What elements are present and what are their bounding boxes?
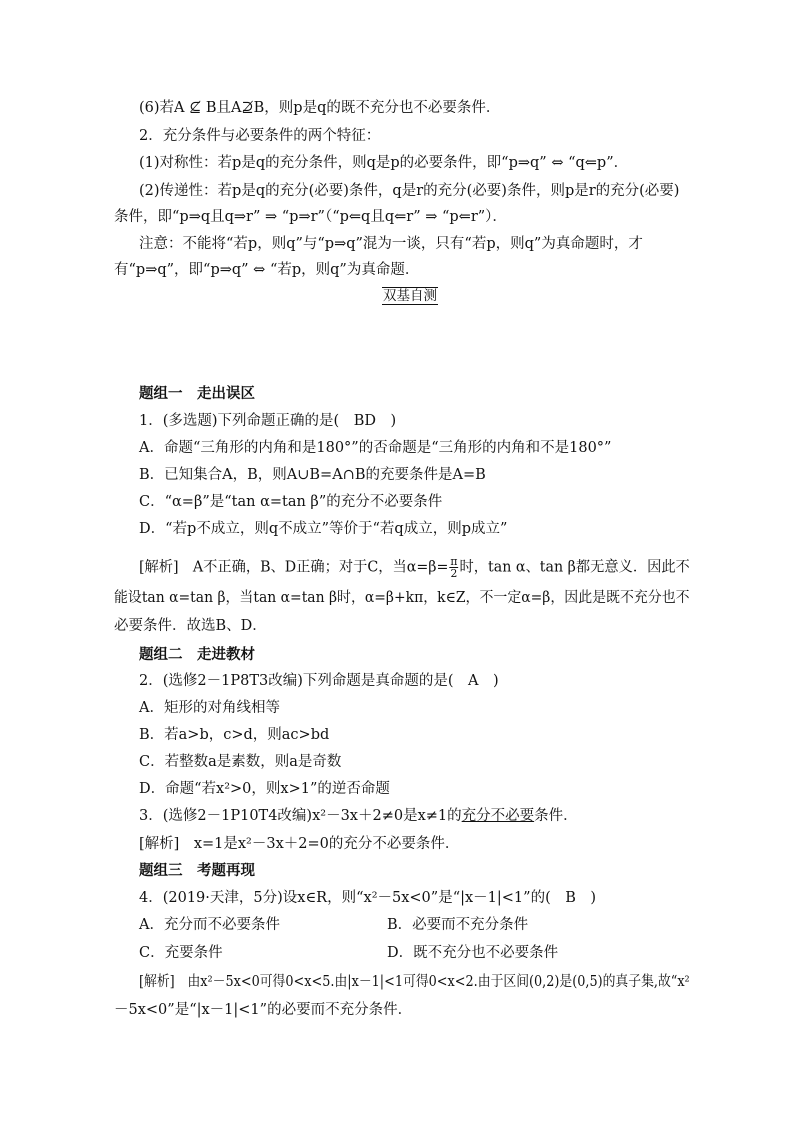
solution-line: [解析] 由x²－5x<0可得0<x<5.由|x－1|<1可得0<x<2.由于区间(0,2)是(0,5)的真子集,故“x² (139, 974, 690, 990)
option-a: A．命题“三角形的内角和是180°”的否命题是“三角形的内角和不是180°” (139, 440, 612, 456)
option-b: B．若a>b，c>d，则ac>bd (139, 727, 330, 743)
fraction-numerator: π (450, 555, 458, 568)
answer-blank: 充分不必要 (461, 808, 535, 824)
solution-line: 必要条件．故选B、D． (114, 618, 267, 634)
option-a: A．矩形的对角线相等 (139, 700, 280, 716)
group-heading: 题组二 走进教材 (139, 646, 255, 663)
fraction-denominator: 2 (450, 567, 458, 580)
option-c: C．充要条件 (139, 945, 223, 961)
question-4: 4．(2019·天津，5分)设x∈R，则“x²－5x<0”是“|x－1|<1”的( B ) (139, 890, 597, 906)
text-line: 条件，即“p⇒q且q⇒r” ⇒ “p⇒r”（“p⇐q且q⇐r” ⇒ “p⇐r”）． (114, 209, 507, 225)
question-text: 条件． (534, 808, 578, 824)
option-c: C．若整数a是素数，则a是奇数 (139, 754, 342, 770)
question-3 (139, 806, 578, 826)
solution-line (139, 556, 690, 579)
section-title: 双基自测 (383, 288, 437, 304)
text-line: 注意：不能将“若p，则q”与“p⇒q”混为一谈，只有“若p，则q”为真命题时，才 (139, 236, 643, 252)
question-text: 3．(选修2－1P10T4改编)x²－3x＋2≠0是x≠1的 (139, 808, 462, 824)
group-heading: 题组三 考题再现 (139, 862, 255, 879)
option-d: D．命题“若x²>0，则x>1”的逆否命题 (139, 781, 390, 797)
text-line: (6)若A ⊈ B且A⊉B，则p是q的既不充分也不必要条件． (139, 100, 501, 116)
option-a: A．充分而不必要条件 (139, 917, 280, 933)
solution-line: [解析] x=1是x²－3x＋2=0的充分不必要条件． (139, 836, 460, 852)
solution-line: －5x<0”是“|x－1|<1”的必要而不充分条件． (114, 1002, 413, 1018)
solution-line: 能设tan α=tan β，当tan α=tan β时，α=β+kπ，k∈Z，不一定α=β，因此是既不充分也不 (114, 590, 690, 606)
group-heading: 题组一 走出误区 (139, 385, 255, 402)
question-1: 1．(多选题)下列命题正确的是( BD ) (139, 413, 397, 429)
fraction-pi-over-2 (449, 556, 458, 579)
option-b: B．已知集合A，B，则A∪B=A∩B的充要条件是A=B (139, 467, 486, 483)
solution-text: [解析] A不正确，B、D正确；对于C，当α=β= (139, 559, 449, 576)
option-c: C．“α=β”是“tan α=tan β”的充分不必要条件 (139, 494, 443, 510)
option-d: D．既不充分也不必要条件 (387, 945, 559, 961)
text-line: (1)对称性：若p是q的充分条件，则q是p的必要条件，即“p⇒q” ⇔ “q⇐p”． (139, 155, 629, 171)
option-d: D．“若p不成立，则q不成立”等价于“若q成立，则p成立” (139, 521, 508, 537)
option-b: B．必要而不充分条件 (387, 917, 529, 933)
text-line: 有“p⇒q”，即“p⇒q” ⇔ “若p，则q”为真命题． (114, 262, 420, 278)
text-line: 2．充分条件与必要条件的两个特征： (139, 128, 381, 144)
question-2: 2．(选修2－1P8T3改编)下列命题是真命题的是( A ) (139, 673, 499, 689)
text-line: (2)传递性：若p是q的充分(必要)条件，q是r的充分(必要)条件，则p是r的充分(必要) (139, 183, 680, 199)
solution-text: 时，tan α、tan β都无意义．因此不 (459, 559, 690, 576)
